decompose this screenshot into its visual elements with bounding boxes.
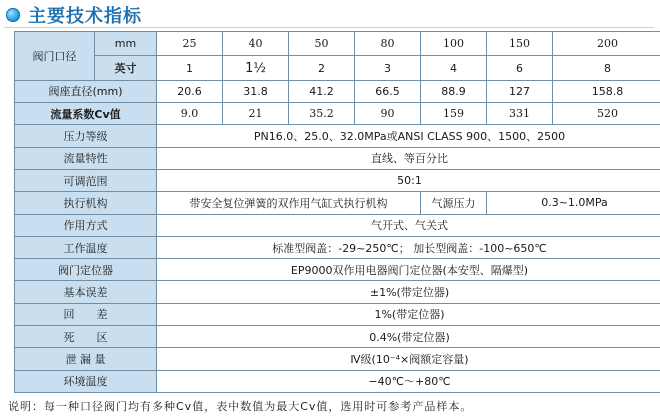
seat-diameter-label: 阀座直径(mm) (15, 80, 157, 102)
mm-value: 25 (157, 32, 223, 56)
flow-characteristic-value: 直线、等百分比 (157, 147, 660, 169)
positioner-label: 阀门定位器 (15, 259, 157, 281)
dead-band-value: 0.4%(带定位器) (157, 326, 660, 348)
table-row-pressure (15, 125, 660, 147)
table-row-cv (15, 103, 660, 125)
table-row-positioner (15, 259, 660, 281)
temperature-value: 标准型阀盖：-29~250℃； 加长型阀盖：-100~650℃ (157, 236, 660, 258)
hysteresis-value: 1%(带定位器) (157, 303, 660, 325)
table-row-rangeability (15, 170, 660, 192)
hysteresis-label: 回 差 (15, 303, 157, 325)
basic-error-label: 基本误差 (15, 281, 157, 303)
mm-value: 150 (487, 32, 553, 56)
inch-value: 1½ (223, 56, 289, 80)
dead-band-label: 死 区 (15, 326, 157, 348)
air-supply-value: 0.3~1.0MPa (487, 192, 660, 214)
cv-value: 35.2 (289, 103, 355, 125)
cv-value: 159 (421, 103, 487, 125)
ambient-temperature-value: −40℃～+80℃ (157, 370, 660, 392)
inch-value: 6 (487, 56, 553, 80)
table-row-dead-band (15, 326, 660, 348)
seat-diameter-value: 20.6 (157, 80, 223, 102)
cv-label: 流量系数Cv值 (15, 103, 157, 125)
mm-value: 80 (355, 32, 421, 56)
table-row-size-mm (15, 32, 660, 56)
cv-value: 90 (355, 103, 421, 125)
cv-value: 21 (223, 103, 289, 125)
leakage-label: 泄 漏 量 (15, 348, 157, 370)
table-row-temperature (15, 236, 660, 258)
table-row-ambient-temperature (15, 370, 660, 392)
size-label: 阀门口径 (15, 32, 95, 81)
spec-table (14, 31, 660, 393)
table-row-size-inch (15, 56, 660, 80)
inch-value: 3 (355, 56, 421, 80)
mm-value: 40 (223, 32, 289, 56)
table-row-leakage (15, 348, 660, 370)
cv-value: 331 (487, 103, 553, 125)
action-label: 作用方式 (15, 214, 157, 236)
action-value: 气开式、气关式 (157, 214, 660, 236)
seat-diameter-value: 66.5 (355, 80, 421, 102)
section-header (6, 4, 142, 26)
seat-diameter-value: 158.8 (553, 80, 660, 102)
mm-value: 200 (553, 32, 660, 56)
table-row-seat-diameter (15, 80, 660, 102)
title-divider (4, 27, 654, 28)
leakage-value: Ⅳ级(10⁻⁴×阀额定容量) (157, 348, 660, 370)
temperature-label: 工作温度 (15, 236, 157, 258)
basic-error-value: ±1%(带定位器) (157, 281, 660, 303)
bullet-icon (6, 8, 20, 22)
mm-label: mm (95, 32, 157, 56)
table-row-action (15, 214, 660, 236)
table-row-basic-error (15, 281, 660, 303)
positioner-value: EP9000双作用电器阀门定位器(本安型、隔爆型) (157, 259, 660, 281)
mm-value: 50 (289, 32, 355, 56)
table-row-actuator (15, 192, 660, 214)
pressure-label: 压力等级 (15, 125, 157, 147)
inch-value: 8 (553, 56, 660, 80)
seat-diameter-value: 127 (487, 80, 553, 102)
footnote: 说明：每一种口径阀门均有多种Cv值，表中数值为最大Cv值，选用时可参考产品样本。 (8, 400, 473, 413)
seat-diameter-value: 88.9 (421, 80, 487, 102)
pressure-value: PN16.0、25.0、32.0MPa或ANSI CLASS 900、1500、2500 (157, 125, 660, 147)
actuator-value: 带安全复位弹簧的双作用气缸式执行机构 (157, 192, 421, 214)
ambient-temperature-label: 环境温度 (15, 370, 157, 392)
table-row-hysteresis (15, 303, 660, 325)
cv-value: 9.0 (157, 103, 223, 125)
inch-value: 1 (157, 56, 223, 80)
seat-diameter-value: 41.2 (289, 80, 355, 102)
actuator-label: 执行机构 (15, 192, 157, 214)
mm-value: 100 (421, 32, 487, 56)
table-row-flow-characteristic (15, 147, 660, 169)
seat-diameter-value: 31.8 (223, 80, 289, 102)
cv-value: 520 (553, 103, 660, 125)
inch-label: 英寸 (95, 56, 157, 80)
flow-characteristic-label: 流量特性 (15, 147, 157, 169)
page-title: 主要技术指标 (28, 6, 142, 27)
rangeability-value: 50:1 (157, 170, 660, 192)
inch-value: 4 (421, 56, 487, 80)
inch-value: 2 (289, 56, 355, 80)
rangeability-label: 可调范围 (15, 170, 157, 192)
air-supply-label: 气源压力 (421, 192, 487, 214)
